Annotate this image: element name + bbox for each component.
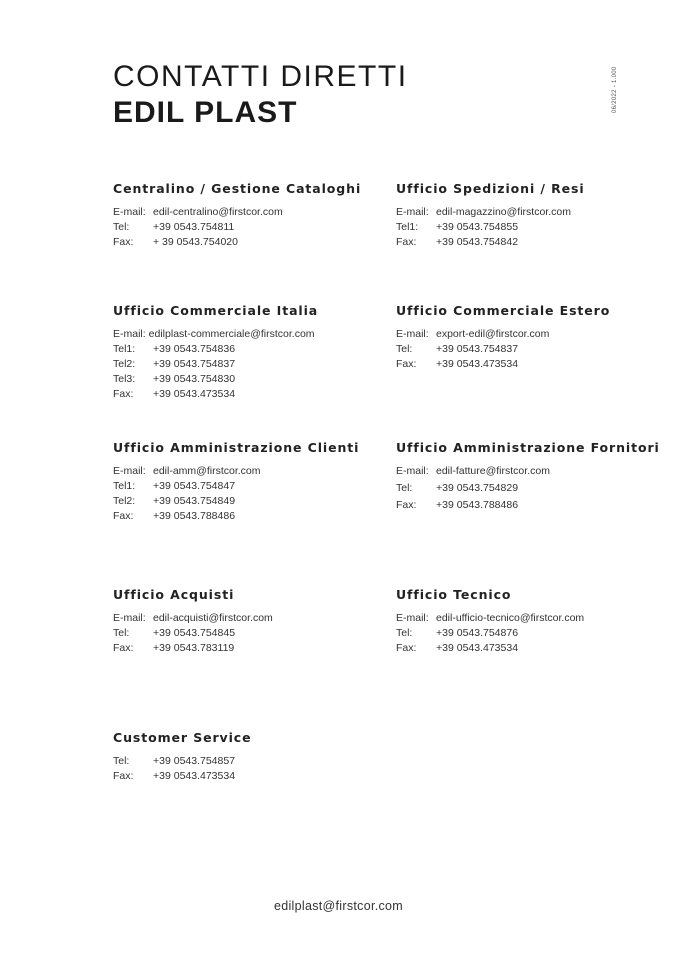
phone-value: +39 0543.754837 <box>153 358 236 370</box>
contact-row <box>113 372 318 387</box>
contact-row <box>113 769 251 784</box>
phone-value: +39 0543.754830 <box>153 373 236 385</box>
row-label: Tel2: <box>113 495 136 507</box>
row-label: Fax: <box>113 236 134 248</box>
row-label: Tel3: <box>113 373 136 385</box>
section-title: Ufficio Amministrazione Fornitori <box>396 440 660 455</box>
fax-value: +39 0543.754842 <box>436 236 519 248</box>
row-label: Fax: <box>396 236 417 248</box>
row-label: E-mail: <box>396 206 429 218</box>
contact-row <box>113 479 359 494</box>
section-title: Ufficio Acquisti <box>113 587 235 602</box>
phone-value: +39 0543.754829 <box>436 482 519 494</box>
phone-value: +39 0543.754811 <box>153 221 235 233</box>
fax-value: +39 0543.783119 <box>153 642 235 654</box>
contact-row <box>113 611 273 626</box>
row-label: Fax: <box>396 358 417 370</box>
row-label: Fax: <box>113 770 134 782</box>
row-label: Fax: <box>396 642 417 654</box>
phone-value: +39 0543.754876 <box>436 627 519 639</box>
fax-value: +39 0543.788486 <box>153 510 236 522</box>
contact-row <box>396 220 585 235</box>
section-title: Ufficio Spedizioni / Resi <box>396 181 585 196</box>
email-link[interactable]: edil-magazzino@firstcor.com <box>436 206 571 218</box>
row-label: Tel: <box>113 627 130 639</box>
email-link[interactable]: edil-ufficio-tecnico@firstcor.com <box>436 612 585 624</box>
email-link[interactable]: edilplast-commerciale@firstcor.com <box>148 328 315 340</box>
row-label: Tel: <box>396 482 413 494</box>
row-label: Tel2: <box>113 358 136 370</box>
row-label: Fax: <box>113 388 134 400</box>
email-link[interactable]: edil-acquisti@firstcor.com <box>153 612 273 624</box>
fax-value: +39 0543.473534 <box>153 388 236 400</box>
fax-value: +39 0543.788486 <box>436 499 519 511</box>
contact-row <box>113 754 251 769</box>
section-customer-service <box>113 730 251 784</box>
contact-row <box>113 464 359 479</box>
row-label: E-mail: <box>113 612 146 624</box>
contact-row <box>396 342 610 357</box>
row-label: E-mail: <box>113 206 146 218</box>
fax-value: +39 0543.473534 <box>436 642 519 654</box>
section-title: Ufficio Tecnico <box>396 587 512 602</box>
phone-value: +39 0543.754837 <box>436 343 519 355</box>
contact-row <box>113 387 318 402</box>
phone-value: +39 0543.754845 <box>153 627 236 639</box>
email-link[interactable]: edil-fatture@firstcor.com <box>436 465 550 477</box>
contact-row <box>396 611 584 626</box>
page-title <box>113 62 408 128</box>
title-line-company: EDIL PLAST <box>113 96 298 129</box>
row-label: Tel: <box>396 627 413 639</box>
contact-row <box>396 357 610 372</box>
contact-row <box>396 205 585 220</box>
row-label: Tel: <box>113 221 130 233</box>
title-line-contatti: CONTATTI DIRETTI <box>113 60 408 93</box>
contact-row <box>396 480 660 497</box>
row-label: Tel1: <box>113 343 136 355</box>
section-title: Ufficio Commerciale Estero <box>396 303 611 318</box>
fax-value: +39 0543.473534 <box>153 770 236 782</box>
section-title: Centralino / Gestione Cataloghi <box>113 181 362 196</box>
footer-email[interactable]: edilplast@firstcor.com <box>273 899 404 913</box>
section-acquisti <box>113 587 273 656</box>
email-link[interactable]: edil-amm@firstcor.com <box>153 465 261 477</box>
row-label: E-mail: <box>113 465 146 477</box>
contact-row <box>396 626 584 641</box>
section-centralino <box>113 181 361 250</box>
contact-row <box>113 641 273 656</box>
contact-row <box>113 494 359 509</box>
row-label: Fax: <box>113 510 134 522</box>
contact-row <box>396 235 585 250</box>
contact-row <box>396 641 584 656</box>
row-label: E-mail: <box>396 328 429 340</box>
row-label: Fax: <box>396 499 417 511</box>
contact-row <box>113 205 361 220</box>
section-commerciale-estero <box>396 303 610 372</box>
section-amministrazione-clienti <box>113 440 359 524</box>
section-title: Ufficio Commerciale Italia <box>113 303 319 318</box>
phone-value: +39 0543.754836 <box>153 343 236 355</box>
contact-row <box>113 342 318 357</box>
contact-row <box>396 497 660 514</box>
fax-value: +39 0543.473534 <box>436 358 519 370</box>
row-label: E-mail: <box>396 612 429 624</box>
row-label: Tel1: <box>113 480 136 492</box>
section-title: Ufficio Amministrazione Clienti <box>113 440 360 455</box>
contact-row <box>113 220 361 235</box>
contact-row <box>113 357 318 372</box>
row-label: Tel: <box>396 343 413 355</box>
section-tecnico <box>396 587 584 656</box>
section-commerciale-italia <box>113 303 318 402</box>
phone-value: +39 0543.754857 <box>153 755 236 767</box>
row-label: Tel: <box>113 755 130 767</box>
phone-value: +39 0543.754855 <box>436 221 519 233</box>
contact-row <box>396 464 660 479</box>
contact-row <box>396 327 610 342</box>
phone-value: +39 0543.754847 <box>153 480 236 492</box>
row-label: E-mail: <box>113 328 146 340</box>
section-title: Customer Service <box>113 730 252 745</box>
section-amministrazione-fornitori <box>396 440 660 514</box>
print-code: 06/2022 - 1.000 <box>612 66 618 113</box>
email-link[interactable]: edil-centralino@firstcor.com <box>153 206 283 218</box>
contact-row <box>113 327 318 342</box>
row-label: E-mail: <box>396 465 429 477</box>
row-label: Tel1: <box>396 221 419 233</box>
phone-value: +39 0543.754849 <box>153 495 236 507</box>
row-label: Fax: <box>113 642 134 654</box>
section-spedizioni <box>396 181 585 250</box>
contact-row <box>113 235 361 250</box>
email-link[interactable]: export-edil@firstcor.com <box>436 328 550 340</box>
contact-row <box>113 509 359 524</box>
fax-value: + 39 0543.754020 <box>153 236 238 248</box>
contact-row <box>113 626 273 641</box>
